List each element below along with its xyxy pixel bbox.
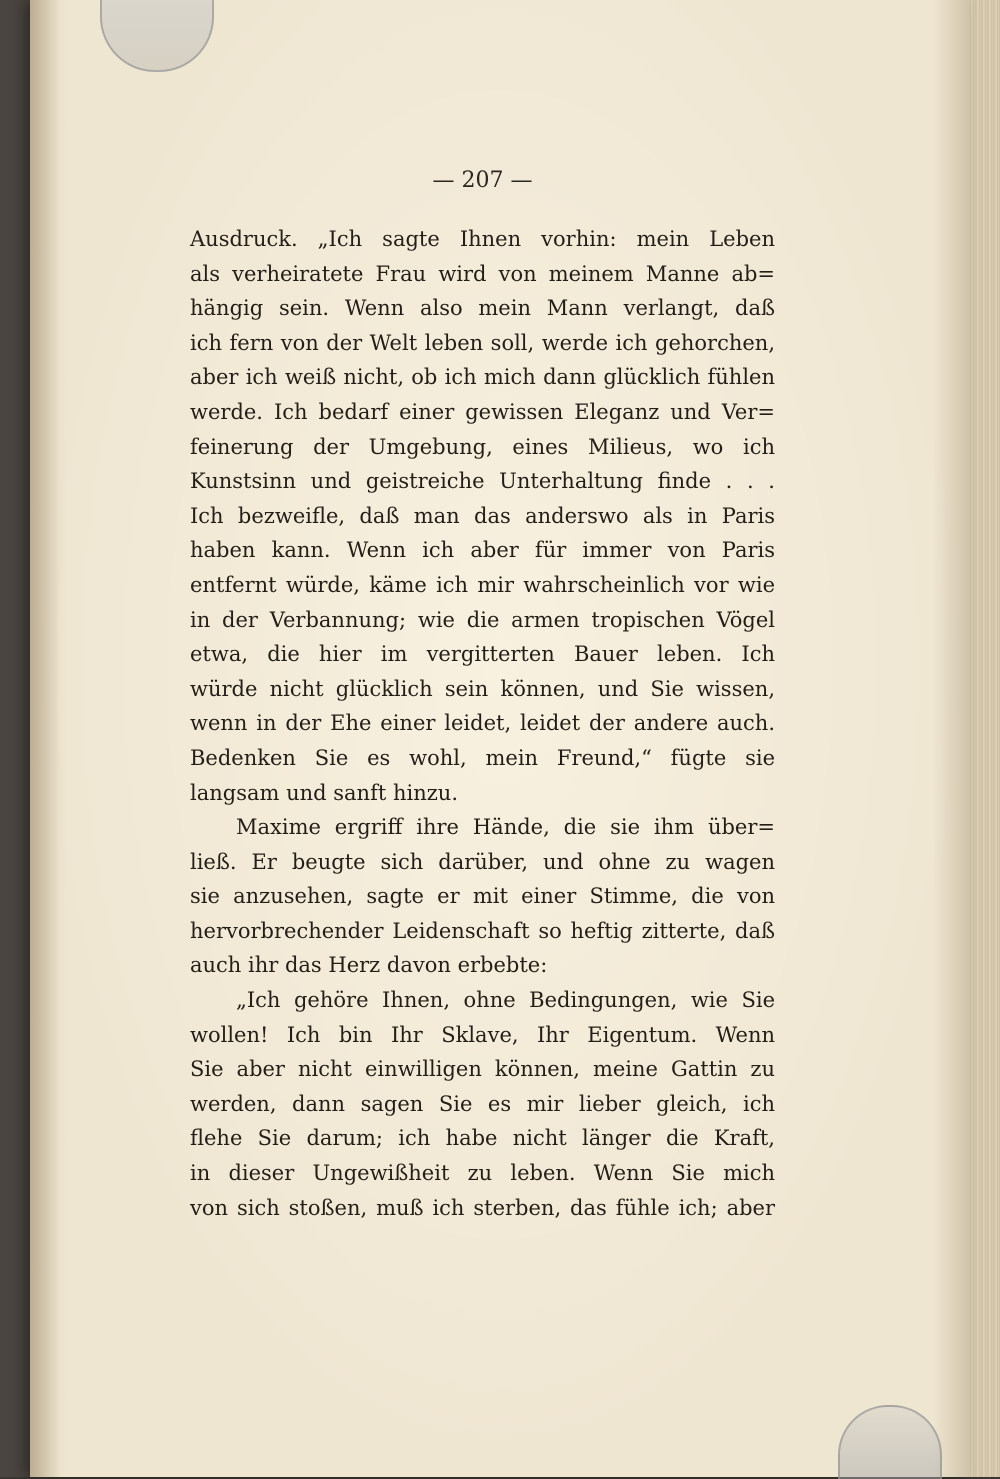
gutter-shadow xyxy=(30,0,60,1477)
text-line: hervorbrechender Leidenschaft so heftig zitterte, daß xyxy=(190,918,775,943)
text-line: Maxime ergriff ihre Hände, die sie ihm über= xyxy=(236,815,775,840)
text-line: Ausdruck. „Ich sagte Ihnen vorhin: mein Leben xyxy=(190,227,775,251)
text-line: werde. Ich bedarf einer gewissen Eleganz und Ver= xyxy=(190,399,775,424)
text-line: Sie aber nicht einwilligen können, meine Gattin zu xyxy=(190,1057,775,1082)
text-line: wenn in der Ehe einer leidet, leidet der andere auch. xyxy=(190,711,775,736)
text-line: Bedenken Sie es wohl, mein Freund,“ fügte sie xyxy=(190,745,775,770)
text-line: feinerung der Umgebung, eines Milieus, wo ich xyxy=(190,434,775,459)
text-line: langsam und sanft hinzu. xyxy=(190,780,458,805)
text-line: haben kann. Wenn ich aber für immer von Paris xyxy=(190,538,775,563)
page-number: — 207 — xyxy=(432,168,533,193)
text-line: von sich stoßen, muß ich sterben, das fühle ich; aber xyxy=(190,1195,775,1220)
text-line: in der Verbannung; wie die armen tropischen Vögel xyxy=(190,607,775,632)
text-line: Kunstsinn und geistreiche Unterhaltung finde . . . xyxy=(190,469,775,494)
text-line: würde nicht glücklich sein können, und Sie wissen, xyxy=(190,676,775,701)
text-line: „Ich gehöre Ihnen, ohne Bedingungen, wie Sie xyxy=(236,988,775,1013)
text-line: auch ihr das Herz davon erbebte: xyxy=(190,953,548,978)
text-line: entfernt würde, käme ich mir wahrscheinlich vor wie xyxy=(190,572,775,597)
text-line: ließ. Er beugte sich darüber, und ohne zu wagen xyxy=(190,849,775,874)
text-line: als verheiratete Frau wird von meinem Manne ab= xyxy=(190,261,775,286)
text-line: werden, dann sagen Sie es mir lieber gleich, ich xyxy=(190,1091,775,1116)
text-line: sie anzusehen, sagte er mit einer Stimme, die von xyxy=(190,884,775,909)
text-line: wollen! Ich bin Ihr Sklave, Ihr Eigentum. Wenn xyxy=(190,1022,775,1047)
text-line: hängig sein. Wenn also mein Mann verlangt, daß xyxy=(190,296,775,321)
text-line: flehe Sie darum; ich habe nicht länger die Kraft, xyxy=(190,1126,775,1151)
text-line: in dieser Ungewißheit zu leben. Wenn Sie mich xyxy=(190,1161,775,1186)
text-line: Ich bezweifle, daß man das anderswo als in Paris xyxy=(190,503,775,528)
text-line: ich fern von der Welt leben soll, werde ich gehorchen, xyxy=(190,330,775,355)
text-line: aber ich weiß nicht, ob ich mich dann glücklich fühlen xyxy=(190,365,775,390)
text-line: etwa, die hier im vergitterten Bauer leben. Ich xyxy=(190,642,775,667)
body-text xyxy=(190,222,775,1225)
